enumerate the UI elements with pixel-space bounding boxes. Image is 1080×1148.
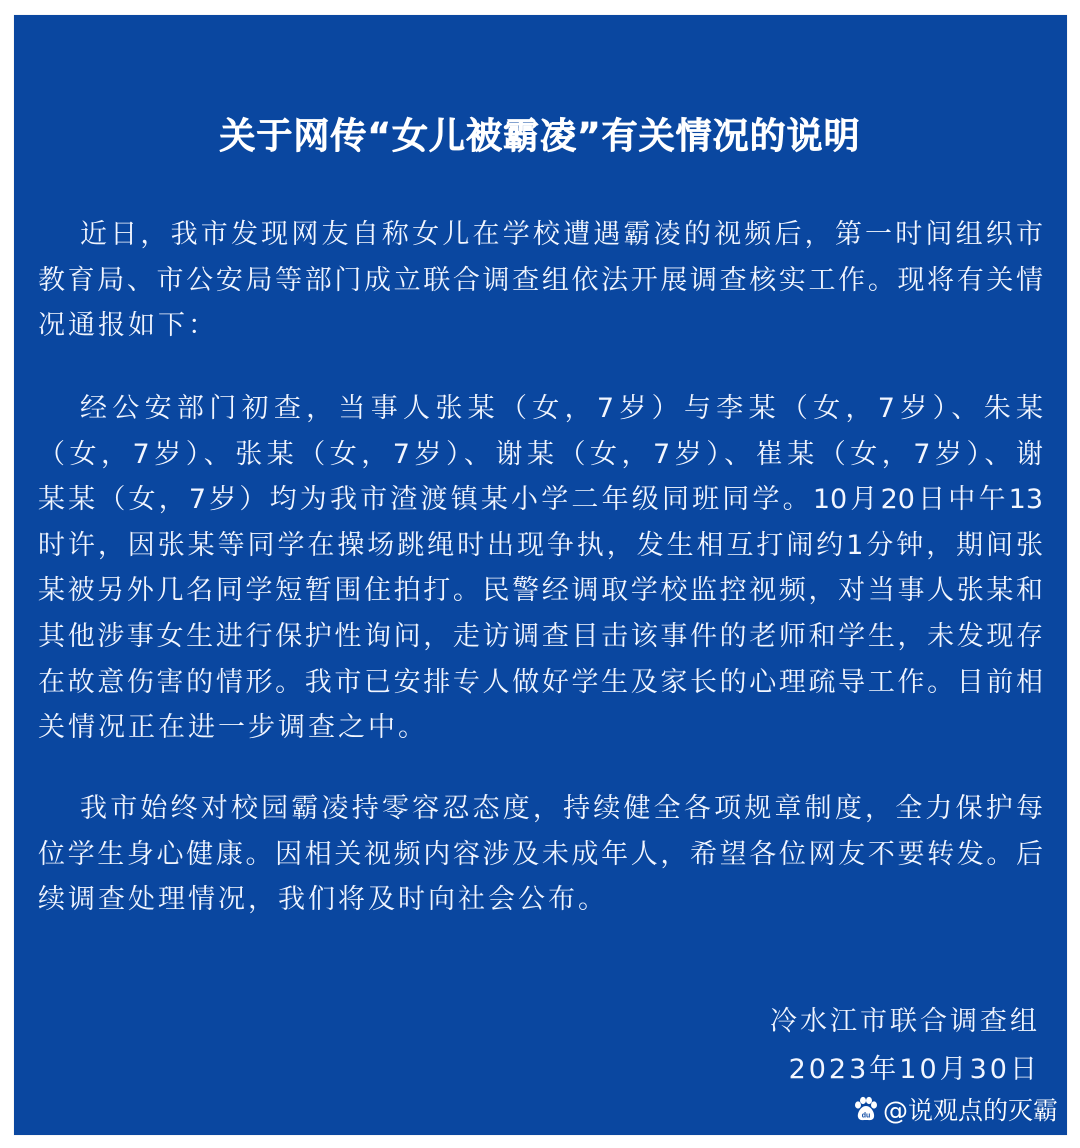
baidu-paw-icon xyxy=(853,1096,879,1122)
paragraph-line: 某被另外几名同学短暂围住拍打。民警经调取学校监控视频，对当事人张某和 xyxy=(38,575,1043,607)
watermark-text: @说观点的灭霸 xyxy=(882,1096,1058,1125)
paragraph-line: 教育局、市公安局等部门成立联合调查组依法开展调查核实工作。现将有关情 xyxy=(38,264,1043,296)
watermark xyxy=(853,1092,1058,1126)
paragraph-line: 在故意伤害的情形。我市已安排专人做好学生及家长的心理疏导工作。目前相 xyxy=(38,666,1043,698)
paragraph-line: 况通报如下： xyxy=(38,310,218,342)
paragraph-3 xyxy=(38,786,1043,923)
signature-organization: 冷水江市联合调查组 xyxy=(770,1006,1040,1037)
signature-date: 2023年10月30日 xyxy=(788,1054,1040,1085)
notice-title: 关于网传“女儿被霸凌”有关情况的说明 xyxy=(219,116,861,157)
paragraph-line: 时许，因张某等同学在操场跳绳时出现争执，发生相互打闹约1分钟，期间张 xyxy=(38,529,1043,561)
paragraph-line: 续调查处理情况，我们将及时向社会公布。 xyxy=(38,884,608,916)
paragraph-line: 我市始终对校园霸凌持零容忍态度，持续健全各项规章制度，全力保护每 xyxy=(80,793,1043,824)
paragraph-2 xyxy=(38,386,1043,751)
paragraph-line: 经公安部门初查，当事人张某（女，7岁）与李某（女，7岁）、朱某 xyxy=(80,393,1043,424)
paragraph-line: 某某（女，7岁）均为我市渣渡镇某小学二年级同班同学。10月20日中午13 xyxy=(38,484,1043,516)
paragraph-line: 位学生身心健康。因相关视频内容涉及未成年人，希望各位网友不要转发。后 xyxy=(38,838,1043,870)
paragraph-line: 关情况正在进一步调查之中。 xyxy=(38,712,428,744)
paragraph-line: 近日，我市发现网友自称女儿在学校遭遇霸凌的视频后，第一时间组织市 xyxy=(80,219,1043,250)
svg-text:du: du xyxy=(861,1112,871,1120)
paragraph-line: （女，7岁）、张某（女，7岁）、谢某（女，7岁）、崔某（女，7岁）、谢 xyxy=(38,438,1043,470)
paragraph-1 xyxy=(38,212,1043,349)
paragraph-line: 其他涉事女生进行保护性询问，走访调查目击该事件的老师和学生，未发现存 xyxy=(38,620,1043,652)
